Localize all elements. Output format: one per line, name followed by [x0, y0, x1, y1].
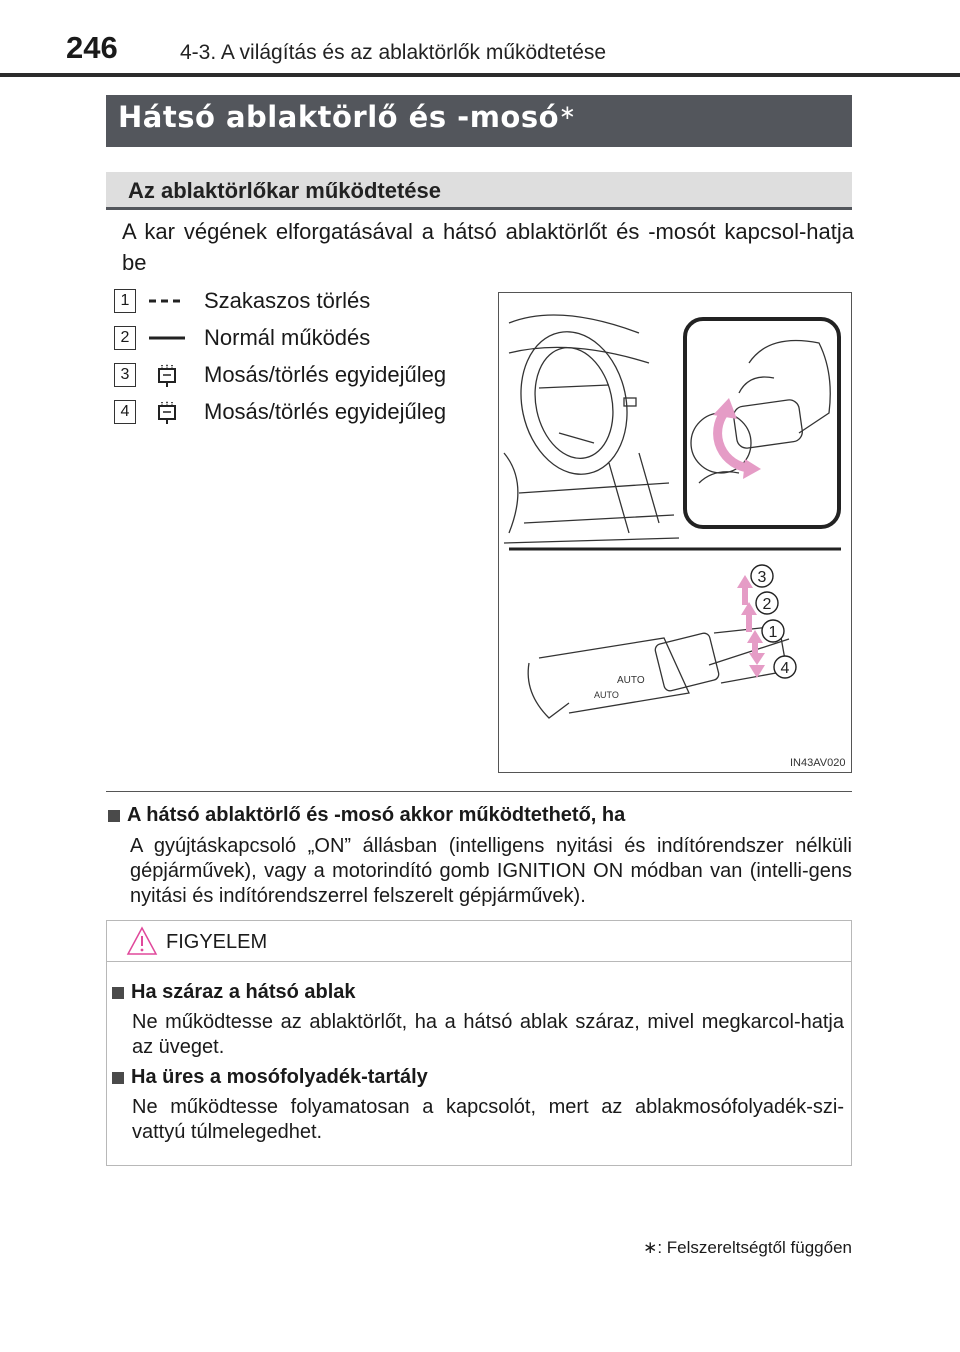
note-heading-text: A hátsó ablaktörlő és -mosó akkor működtethető, ha: [127, 804, 626, 826]
legend-item: [114, 286, 370, 316]
legend-number: 3: [114, 363, 136, 387]
legend-item: [114, 397, 446, 427]
rear-washer-icon: [136, 400, 198, 424]
note-heading: [108, 804, 625, 827]
intro-paragraph: A kar végének elforgatásával a hátsó ablaktörlőt és -mosót kapcsol-hatja be: [122, 219, 854, 275]
square-bullet-icon: [108, 810, 120, 822]
svg-text:AUTO: AUTO: [594, 690, 619, 700]
warning-item-body: Ne működtesse az ablaktörlőt, ha a hátsó ablak száraz, mivel megkarcol-hatja az üveget.: [132, 1011, 844, 1058]
dashed-line-icon: [136, 289, 198, 313]
warning-item-body: Ne működtesse folyamatosan a kapcsolót, mert az ablakmosófolyadék-szi-vattyú túlmelegedhet.: [132, 1096, 844, 1143]
title-marker: ∗: [559, 100, 577, 124]
running-title: 4-3. A világítás és az ablaktörlők működtetése: [180, 41, 607, 64]
section-title-text: Hátsó ablaktörlő és -mosó: [118, 100, 560, 134]
rear-washer-icon: [136, 363, 198, 387]
note-body: A gyújtáskapcsoló „ON” állásban (intelligens nyitási és indítórendszer nélküli gépjárművek), vagy a motorindító gomb IGNITION ON módban van (intelli-gens nyitási és indítórendszerrel felszerelt gépjárművek).: [130, 835, 852, 907]
legend-label: Szakaszos törlés: [204, 288, 371, 313]
section-title: [118, 100, 576, 134]
callout-1: 1: [768, 624, 778, 641]
figure-code: IN43AV020: [790, 757, 846, 769]
square-bullet-icon: [112, 987, 124, 999]
header-rule: [0, 73, 960, 77]
footnote-marker: ∗: [643, 1238, 658, 1257]
warning-item-heading: [112, 981, 356, 1004]
dashboard-drawing: [504, 315, 679, 543]
legend-number: 1: [114, 289, 136, 313]
section-divider: [106, 791, 852, 792]
square-bullet-icon: [112, 1072, 124, 1084]
legend-number: 2: [114, 326, 136, 350]
legend-label: Normál működés: [204, 325, 371, 350]
legend-label: Mosás/törlés egyidejűleg: [204, 399, 447, 424]
illustration-drawing: [499, 293, 851, 772]
direction-arrows: [737, 575, 765, 678]
callout-3: 3: [757, 569, 767, 586]
warning-triangle-icon: [126, 926, 158, 956]
callout-2: 2: [762, 596, 772, 613]
legend-number: 4: [114, 400, 136, 424]
page-number: 246: [66, 30, 118, 65]
warning-title: FIGYELEM: [166, 931, 268, 953]
legend-item: [114, 360, 446, 390]
subsection-title: Az ablaktörlőkar működtetése: [128, 178, 441, 203]
callout-4: 4: [780, 660, 790, 677]
footnote: [643, 1238, 852, 1258]
wiper-lever-illustration: [498, 292, 852, 773]
warning-item-heading-text: Ha száraz a hátsó ablak: [131, 981, 356, 1003]
footnote-text: : Felszereltségtől függően: [657, 1238, 852, 1257]
warning-item-heading-text: Ha üres a mosófolyadék-tartály: [131, 1066, 428, 1088]
warning-item-heading: [112, 1066, 428, 1089]
solid-line-icon: [136, 326, 198, 350]
legend-label: Mosás/törlés egyidejűleg: [204, 362, 447, 387]
svg-text:AUTO: AUTO: [617, 675, 645, 686]
legend-item: [114, 323, 370, 353]
